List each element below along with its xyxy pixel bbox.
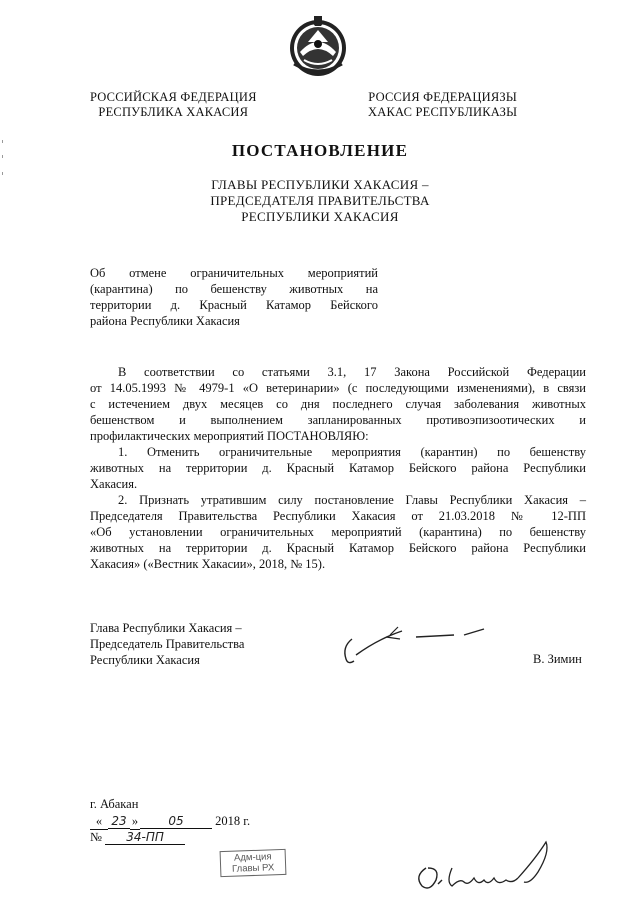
document-subject <box>90 265 378 329</box>
item2-line: «Об установлении ограничительных мероприятий (карантина) по бешенству <box>90 525 586 539</box>
preamble-line: профилактических мероприятий ПОСТАНОВЛЯЮ: <box>90 429 369 443</box>
document-date <box>90 814 250 830</box>
signatory-line: Председатель Правительства <box>90 637 245 651</box>
signatory-line: Глава Республики Хакасия – <box>90 621 242 635</box>
document-body <box>90 364 586 572</box>
item1-line: животных на территории д. Красный Катамор Бейского района Республики <box>90 461 586 475</box>
item2-line: Председателя Правительства Республики Хакасия от 21.03.2018 № 12-ПП <box>90 509 586 523</box>
signatory-position <box>90 620 244 668</box>
header-right <box>368 90 517 120</box>
subtitle-line: ГЛАВЫ РЕСПУБЛИКИ ХАКАСИЯ – <box>211 177 429 192</box>
preamble-line: В соответствии со статьями 3.1, 17 Закона Российской Федерации <box>118 365 586 379</box>
number-value: 34-ПП <box>105 830 185 845</box>
item2-line: животных на территории д. Красный Катамор Бейского района Республики <box>90 541 586 555</box>
preamble-line: от 14.05.1993 № 4979-1 «О ветеринарии» (с последующими изменениями), в связи <box>90 381 586 395</box>
header-left-line: РЕСПУБЛИКА ХАКАСИЯ <box>98 105 249 119</box>
date-year: 2018 г. <box>215 814 251 828</box>
margin-mark <box>2 172 3 175</box>
header-left <box>90 90 257 120</box>
date-month: 05 <box>140 814 212 829</box>
subject-line: территории д. Красный Катамор Бейского <box>90 298 378 312</box>
subject-line: (карантина) по бешенству животных на <box>90 282 378 296</box>
subtitle-line: ПРЕДСЕДАТЕЛЯ ПРАВИТЕЛЬСТВА <box>210 193 430 208</box>
subject-line: Об отмене ограничительных мероприятий <box>90 266 378 280</box>
number-prefix: № <box>90 830 102 844</box>
registration-stamp <box>220 849 287 877</box>
header-right-line: ХАКАС РЕСПУБЛИКАЗЫ <box>368 105 518 119</box>
place-of-issue: г. Абакан <box>90 797 139 811</box>
header-right-line: РОССИЯ ФЕДЕРАЦИЯЗЫ <box>368 90 517 104</box>
subject-line: района Республики Хакасия <box>90 314 240 328</box>
header-left-line: РОССИЙСКАЯ ФЕДЕРАЦИЯ <box>90 90 257 104</box>
stamp-line: Адм-ция <box>233 851 272 864</box>
item1-line: Хакасия. <box>90 477 138 491</box>
handwritten-signature-icon <box>338 625 488 675</box>
signatory-name: В. Зимин <box>533 652 582 666</box>
stamp-line: Главы РХ <box>231 862 275 875</box>
document-subtitle <box>0 177 640 225</box>
date-day: 23 <box>108 814 130 829</box>
signatory-line: Республики Хакасия <box>90 653 200 667</box>
handwritten-signature-icon <box>412 838 562 894</box>
document-number <box>90 830 185 845</box>
document-title: ПОСТАНОВЛЕНИЕ <box>231 141 409 160</box>
subtitle-line: РЕСПУБЛИКИ ХАКАСИЯ <box>241 209 399 224</box>
coat-of-arms-icon <box>286 14 350 80</box>
date-quote-close: » <box>131 814 139 828</box>
item2-line: Хакасия» («Вестник Хакасии», 2018, № 15). <box>90 557 326 571</box>
date-quote-open: « <box>90 814 108 830</box>
preamble-line: с истечением двух месяцев со дня последнего случая заболевания животных <box>90 397 586 411</box>
preamble-line: бешенством и выполнением запланированных противоэпизоотических и <box>90 413 586 427</box>
item2-line: 2. Признать утратившим силу постановление Главы Республики Хакасия – <box>118 493 586 507</box>
item1-line: 1. Отменить ограничительные мероприятия (карантин) по бешенству <box>118 445 586 459</box>
